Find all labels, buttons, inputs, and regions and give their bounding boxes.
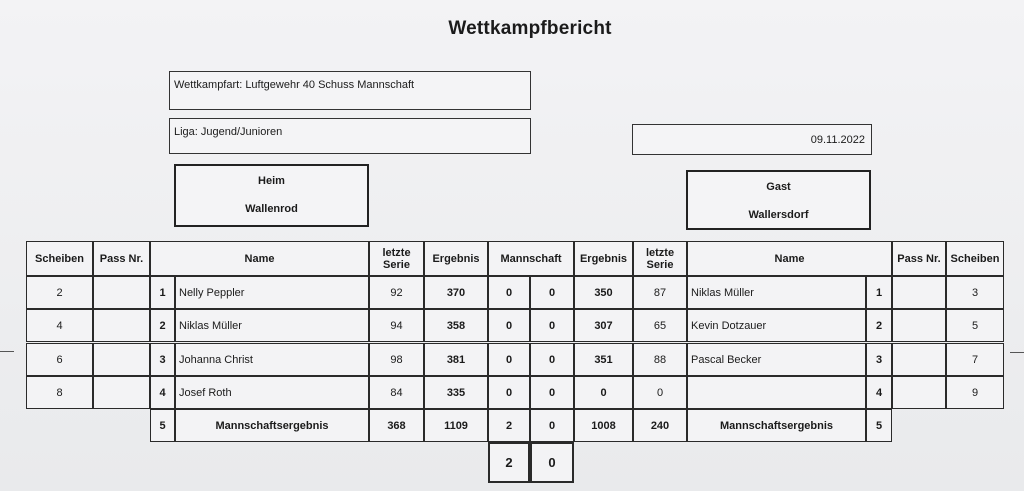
away-pass-nr [892, 309, 946, 342]
away-shooter-name [687, 376, 866, 409]
away-pass-nr [892, 276, 946, 309]
mannschaft-total-home: 2 [488, 409, 530, 442]
mannschaft-home-point: 0 [488, 276, 530, 309]
page-title: Wettkampfbericht [448, 18, 612, 39]
header-mannschaft: Mannschaft [488, 241, 574, 276]
away-shooter-name: Kevin Dotzauer [687, 309, 866, 342]
home-shooter-name: Josef Roth [175, 376, 369, 409]
away-letzte-serie: 65 [633, 309, 687, 342]
home-scheibe: 6 [26, 343, 93, 376]
header-name: Name [150, 241, 369, 276]
away-team-name: Wallersdorf [748, 209, 809, 221]
margin-mark [0, 351, 14, 352]
final-away-points: 0 [530, 442, 574, 483]
home-pass-nr [93, 276, 150, 309]
header-scheiben-away: Scheiben [946, 241, 1004, 276]
home-pass-nr [93, 309, 150, 342]
away-total-rank: 5 [866, 409, 892, 442]
home-ergebnis: 358 [424, 309, 488, 342]
away-shooter-name: Niklas Müller [687, 276, 866, 309]
away-pass-nr [892, 343, 946, 376]
away-rank: 3 [866, 343, 892, 376]
home-pass-nr [93, 343, 150, 376]
away-team-box [686, 170, 871, 230]
home-letzte-serie: 94 [369, 309, 424, 342]
home-shooter-name: Johanna Christ [175, 343, 369, 376]
away-ergebnis: 351 [574, 343, 633, 376]
header-pass-nr-away: Pass Nr. [892, 241, 946, 276]
away-scheibe: 7 [946, 343, 1004, 376]
home-letzte-serie: 84 [369, 376, 424, 409]
away-letzte-serie: 0 [633, 376, 687, 409]
liga-field: Liga: Jugend/Junioren [169, 118, 531, 154]
home-total-ergebnis: 1109 [424, 409, 488, 442]
away-scheibe: 9 [946, 376, 1004, 409]
home-scheibe: 8 [26, 376, 93, 409]
away-total-ergebnis: 1008 [574, 409, 633, 442]
home-total-rank: 5 [150, 409, 175, 442]
away-team-result-label: Mannschaftsergebnis [687, 409, 866, 442]
header-letzte-serie [369, 241, 424, 276]
wettkampfart-field: Wettkampfart: Luftgewehr 40 Schuss Mannschaft [169, 71, 531, 110]
away-ergebnis: 0 [574, 376, 633, 409]
away-shooter-name: Pascal Becker [687, 343, 866, 376]
away-total-serie: 240 [633, 409, 687, 442]
away-label: Gast [766, 181, 791, 193]
header-serie: Serie [383, 258, 410, 271]
header-serie-away: Serie [646, 258, 674, 271]
header-letzte-away: letzte [645, 246, 675, 259]
header-name-away: Name [687, 241, 892, 276]
mannschaft-away-point: 0 [530, 343, 574, 376]
home-scheibe: 4 [26, 309, 93, 342]
mannschaft-home-point: 0 [488, 309, 530, 342]
home-letzte-serie: 98 [369, 343, 424, 376]
mannschaft-away-point: 0 [530, 376, 574, 409]
home-rank: 4 [150, 376, 175, 409]
header-letzte-serie-away [633, 241, 687, 276]
date-field: 09.11.2022 [632, 124, 872, 155]
mannschaft-home-point: 0 [488, 343, 530, 376]
home-pass-nr [93, 376, 150, 409]
home-scheibe: 2 [26, 276, 93, 309]
away-scheibe: 3 [946, 276, 1004, 309]
mannschaft-home-point: 0 [488, 376, 530, 409]
mannschaft-away-point: 0 [530, 276, 574, 309]
home-rank: 2 [150, 309, 175, 342]
header-ergebnis-away: Ergebnis [574, 241, 633, 276]
away-rank: 2 [866, 309, 892, 342]
home-shooter-name: Nelly Peppler [175, 276, 369, 309]
header-ergebnis: Ergebnis [424, 241, 488, 276]
margin-mark [1010, 352, 1024, 353]
home-team-name: Wallenrod [245, 203, 298, 215]
home-team-box [174, 164, 369, 227]
mannschaft-total-away: 0 [530, 409, 574, 442]
header-scheiben: Scheiben [26, 241, 93, 276]
home-total-serie: 368 [369, 409, 424, 442]
away-scheibe: 5 [946, 309, 1004, 342]
home-shooter-name: Niklas Müller [175, 309, 369, 342]
home-team-result-label: Mannschaftsergebnis [175, 409, 369, 442]
away-ergebnis: 350 [574, 276, 633, 309]
home-letzte-serie: 92 [369, 276, 424, 309]
mannschaft-away-point: 0 [530, 309, 574, 342]
header-letzte: letzte [382, 246, 411, 259]
away-rank: 4 [866, 376, 892, 409]
final-home-points: 2 [488, 442, 530, 483]
away-letzte-serie: 88 [633, 343, 687, 376]
away-letzte-serie: 87 [633, 276, 687, 309]
home-ergebnis: 381 [424, 343, 488, 376]
home-rank: 3 [150, 343, 175, 376]
home-ergebnis: 335 [424, 376, 488, 409]
away-pass-nr [892, 376, 946, 409]
home-ergebnis: 370 [424, 276, 488, 309]
away-rank: 1 [866, 276, 892, 309]
header-pass-nr: Pass Nr. [93, 241, 150, 276]
home-label: Heim [258, 175, 285, 187]
home-rank: 1 [150, 276, 175, 309]
away-ergebnis: 307 [574, 309, 633, 342]
